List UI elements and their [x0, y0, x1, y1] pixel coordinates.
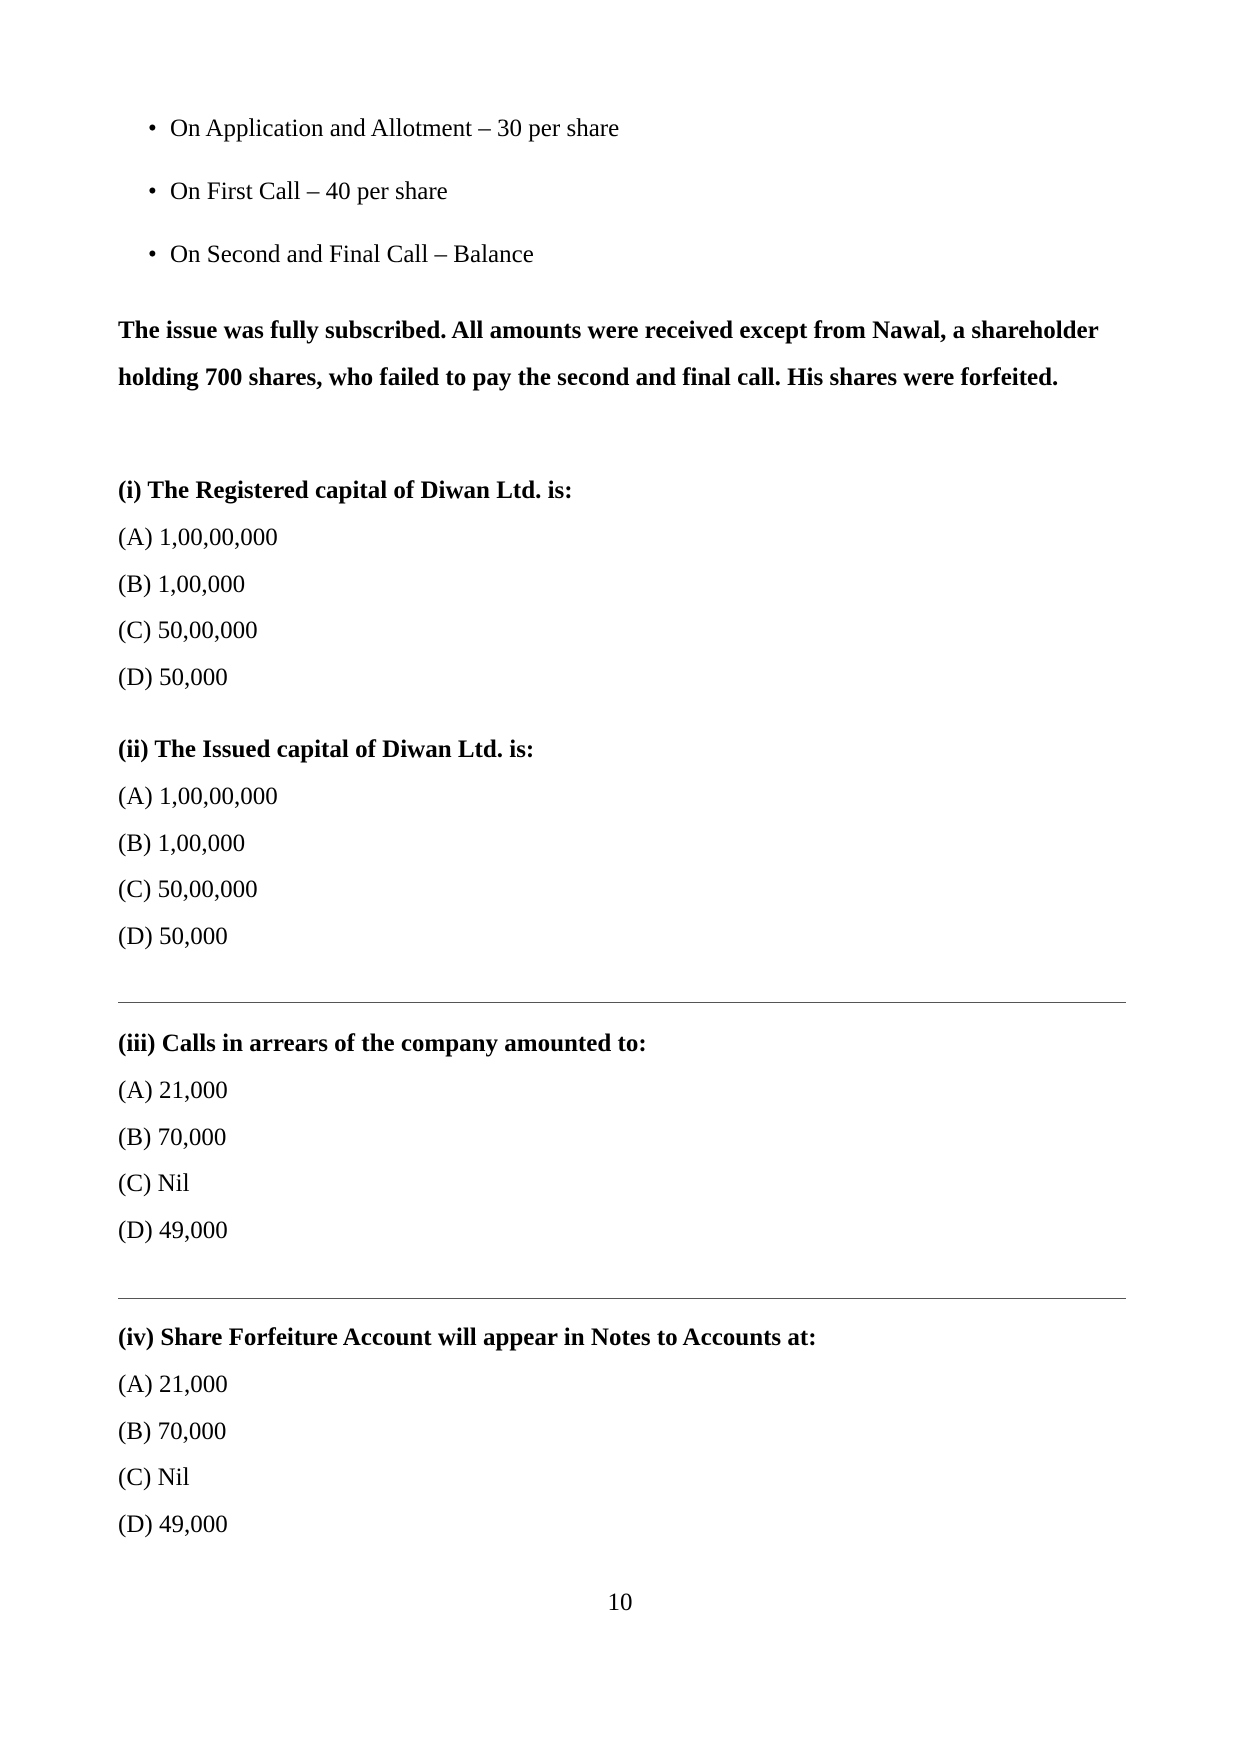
bullet-icon: • [148, 241, 157, 268]
bullet-text: On Application and Allotment – 30 per share [170, 115, 620, 142]
bullet-icon: • [148, 178, 157, 205]
divider [118, 1002, 1126, 1003]
option-c: (C) 50,00,000 [118, 617, 258, 645]
option-b: (B) 70,000 [118, 1417, 227, 1445]
bullet-text: On Second and Final Call – Balance [170, 241, 534, 268]
option-d: (D) 50,000 [118, 663, 228, 691]
bullet-text: On First Call – 40 per share [170, 178, 448, 205]
question-2 [118, 733, 1128, 966]
page-number: 10 [607, 1589, 633, 1616]
question-text: (iv) Share Forfeiture Account will appear in Notes to Accounts at: [118, 1324, 817, 1351]
option-c: (C) 50,00,000 [118, 876, 258, 904]
option-b: (B) 1,00,000 [118, 570, 246, 598]
list-item [148, 112, 619, 175]
intro-paragraph: The issue was fully subscribed. All amounts were received except from Nawal, a shareholder holding 700 shares, who failed to pay the second and final call. His shares were forfeited. [118, 317, 1099, 391]
option-b: (B) 70,000 [118, 1123, 227, 1151]
option-a: (A) 21,000 [118, 1371, 228, 1398]
option-d: (D) 50,000 [118, 922, 228, 950]
question-3 [118, 1027, 1128, 1260]
question-text: (ii) The Issued capital of Diwan Ltd. is: [118, 736, 535, 763]
option-a: (A) 21,000 [118, 1077, 228, 1104]
question-text: (iii) Calls in arrears of the company amounted to: [118, 1030, 647, 1057]
question-1 [118, 474, 1128, 707]
option-c: (C) Nil [118, 1170, 190, 1198]
option-c: (C) Nil [118, 1464, 190, 1492]
list-item [148, 238, 619, 301]
question-4 [118, 1321, 1128, 1554]
option-a: (A) 1,00,00,000 [118, 783, 278, 810]
divider [118, 1298, 1126, 1299]
call-schedule-list [148, 112, 619, 301]
option-b: (B) 1,00,000 [118, 829, 246, 857]
option-a: (A) 1,00,00,000 [118, 524, 278, 551]
question-text: (i) The Registered capital of Diwan Ltd. is: [118, 477, 573, 504]
option-d: (D) 49,000 [118, 1216, 228, 1244]
option-d: (D) 49,000 [118, 1510, 228, 1538]
bullet-icon: • [148, 115, 157, 142]
list-item [148, 175, 619, 238]
